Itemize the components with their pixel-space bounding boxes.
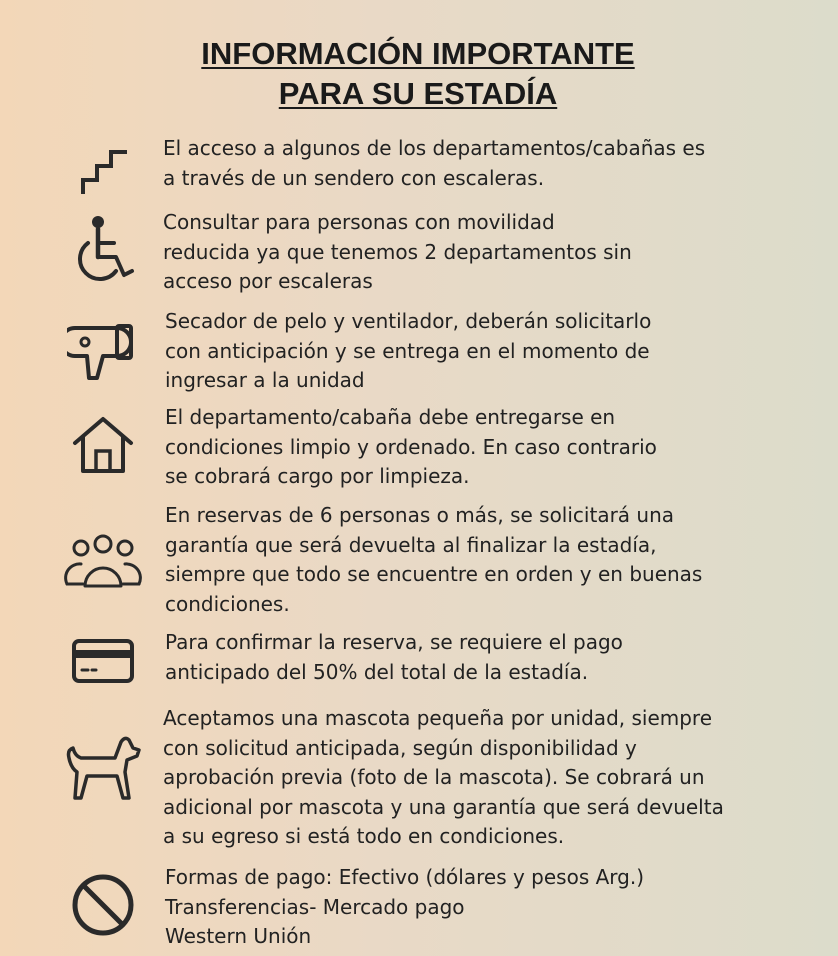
info-text-pet: Aceptamos una mascota pequeña por unidad, siempre con solicitud anticipada, según disponibilidad y aprobación previa (foto de la mascota). Se cobrará un adicional por mascota y una garantía que será devuelta a su egreso si está todo en condiciones. (163, 706, 724, 848)
info-text-hair-dryer: Secador de pelo y ventilador, deberán solicitarlo con anticipación y se entrega en el momento de ingresar a la unidad (165, 309, 652, 392)
stairs-icon (60, 136, 146, 200)
info-item-group (0, 501, 838, 619)
title-line-2: PARA SU ESTADÍA (278, 76, 558, 111)
info-text-house: El departamento/cabaña debe entregarse en condiciones limpio y ordenado. En caso contrario se cobrará cargo por limpieza. (165, 405, 657, 488)
dog-icon (60, 728, 146, 808)
info-item-wheelchair (0, 208, 838, 298)
group-icon (60, 531, 146, 593)
house-icon (60, 407, 146, 483)
prohibited-icon (60, 867, 146, 943)
hair-dryer-icon (60, 315, 146, 385)
info-item-stairs (0, 134, 838, 198)
page-title (0, 34, 836, 114)
info-text-payment-methods: Formas de pago: Efectivo (dólares y pesos Arg.) Transferencias- Mercado pago Western Unión (165, 865, 645, 948)
info-item-payment (0, 628, 838, 690)
title-line-1: INFORMACIÓN IMPORTANTE (201, 36, 635, 71)
info-text-group: En reservas de 6 personas o más, se solicitará una garantía que será devuelta al finalizar la estadía, siempre que todo se encuentre en orden y en buenas condiciones. (165, 503, 703, 616)
info-item-payment-methods (0, 863, 838, 955)
info-text-payment: Para confirmar la reserva, se requiere el pago anticipado del 50% del total de la estadía. (165, 630, 623, 684)
info-text-stairs: El acceso a algunos de los departamentos/cabañas es a través de un sendero con escaleras. (163, 136, 706, 190)
info-item-hair-dryer (0, 307, 838, 397)
info-item-pet (0, 704, 838, 854)
credit-card-icon (60, 632, 146, 690)
info-text-wheelchair: Consultar para personas con movilidad reducida ya que tenemos 2 departamentos sin acceso por escaleras (163, 210, 632, 293)
wheelchair-icon (60, 210, 146, 290)
info-item-house (0, 403, 838, 493)
